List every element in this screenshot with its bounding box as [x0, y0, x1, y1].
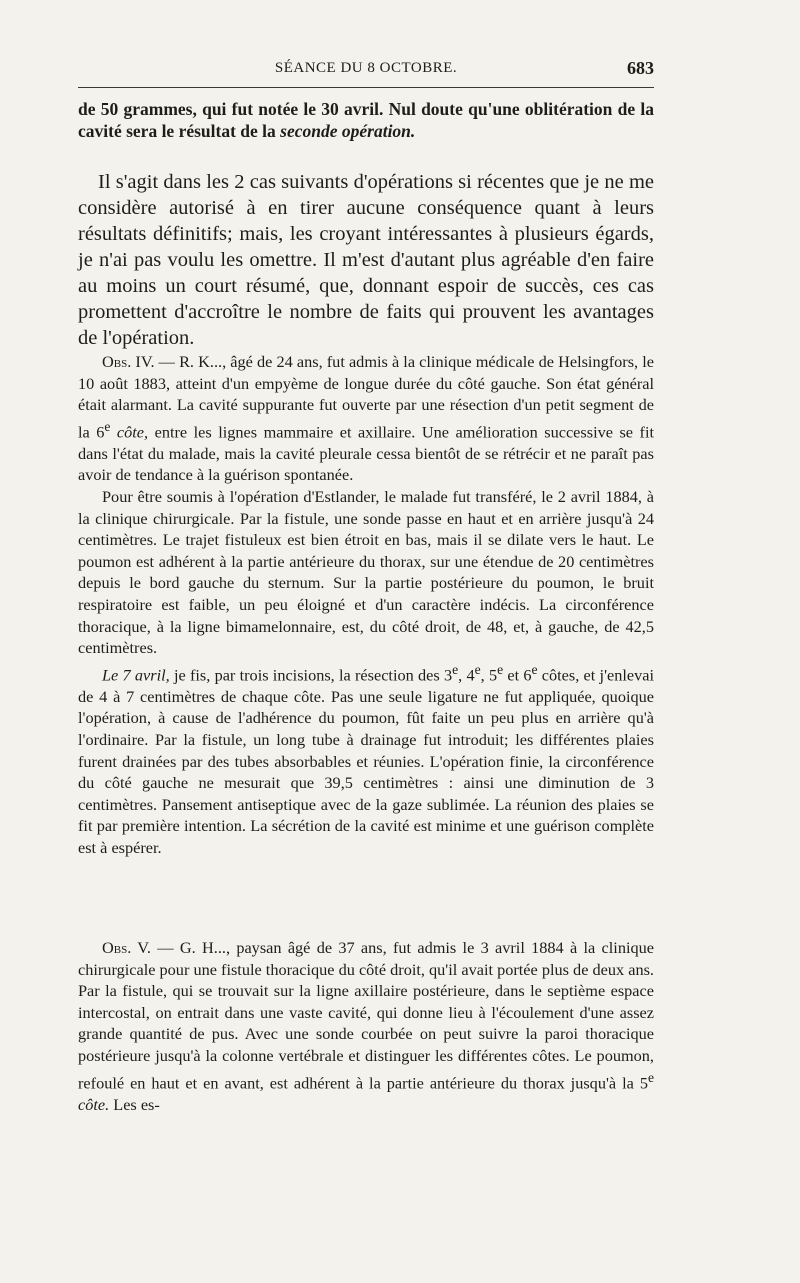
- intro-1-italic: seconde opération.: [280, 121, 416, 141]
- observation-5: [78, 937, 654, 1115]
- obs4-p1-text-b: entre les lignes mammaire et axillaire. Une amélioration successive se fit dans l'état du malade, mais la cavité pleurale cessa bientôt de se rétrécir et ne paraît pas avoir de tendance à la guérison spontanée.: [78, 422, 654, 485]
- obs4-p3-italic: Le 7 avril,: [102, 665, 170, 685]
- obs4-paragraph-1: [78, 351, 654, 486]
- obs5-paragraph-1: [78, 937, 654, 1115]
- obs5-label: Obs. V.: [102, 938, 152, 957]
- obs4-paragraph-2: Pour être soumis à l'opération d'Estlander, le malade fut transféré, le 2 avril 1884, à la clinique chirurgicale. Par la fistule, une sonde passe en haut et en arrière jusqu'à 24 centimètres. Le trajet fistuleux est bien étroit en bas, mais il se dilate vers le haut. Le poumon est adhérent à la partie antérieure du thorax, sur une étendue de 20 centimètres depuis le bord gauche du sternum. Sur la partie postérieure du poumon, le bruit respiratoire est faible, un peu éloigné et d'un caractère indécis. La circonférence thoracique, à la ligne bimamelonnaire, est, du côté droit, de 48, et, à gauche, de 42,5 centimètres.: [78, 486, 654, 658]
- intro-paragraph-1: [78, 98, 654, 142]
- obs4-p3-text-e: côtes, et j'enlevai de 4 à 7 centimètres de chaque côte. Pas une seule ligature ne fut appliquée, quoique l'opération, à cause de l'adhérence du poumon, fût faite un peu plus en arrière qu'à l'ordinaire. Par la fistule, un long tube à drainage fut introduit; les différentes plaies furent drainées par des tubes absorbables et réunies. L'opération finie, la circonférence du côté gauche ne mesurait que 39,5 centimètres : ainsi une diminution de 3 centimètres. Pansement antiseptique avec de la gaze sublimée. La réunion des plaies se fit par première intention. La sécrétion de la cavité est minime et une guérison complète est à espérer.: [78, 665, 655, 857]
- obs4-p3-text-c: , 5: [480, 665, 498, 685]
- obs4-p3-sup-4: e: [531, 661, 538, 677]
- obs4-p3-sup-3: e: [497, 661, 504, 677]
- header-rule: [78, 87, 654, 88]
- obs4-p1-italic: côte,: [116, 422, 149, 442]
- observation-4: [78, 351, 654, 859]
- intro-paragraph-2: [78, 169, 654, 351]
- obs4-p3-text-d: et 6: [503, 665, 532, 685]
- obs4-paragraph-3: [78, 659, 654, 859]
- obs4-p3-text-a: je fis, par trois incisions, la résection des 3: [169, 665, 453, 685]
- obs4-p3-sup-1: e: [452, 661, 459, 677]
- obs4-p3-sup-2: e: [474, 661, 481, 677]
- running-header: [78, 60, 654, 84]
- obs5-p1-italic: côte.: [78, 1094, 110, 1114]
- obs4-p1-sup: e: [104, 418, 111, 434]
- obs4-p1-text-a: — R. K..., âgé de 24 ans, fut admis à la clinique médicale de Helsingfors, le 10 août 1883, atteint d'un empyème de longue durée du côté gauche. Son état général était alarmant. La cavité suppurante fut ouverte par une résection d'un petit segment de la 6: [78, 352, 654, 442]
- running-title: SÉANCE DU 8 OCTOBRE.: [274, 60, 458, 76]
- obs4-p3-text-b: , 4: [458, 665, 475, 685]
- intro-2-text: Il s'agit dans les 2 cas suivants d'opérations si récentes que je ne me considère autorisé à en tirer aucune conséquence quant à leurs résultats définitifs; mais, les croyant intéressantes à plusieurs égards, je n'ai pas voulu les omettre. Il m'est d'autant plus agréable d'en faire au moins un court résumé, que, donnant espoir de succès, ces cas promettent d'accroître le nombre de faits qui prouvent les avantages de l'opération.: [78, 171, 654, 349]
- obs5-p1-end: Les es-: [109, 1094, 160, 1114]
- intro-1-text: de 50 grammes, qui fut notée le 30 avril. Nul doute qu'une oblitération de la cavité sera le résultat de la: [78, 99, 654, 141]
- obs4-label: Obs. IV.: [102, 352, 155, 371]
- obs5-p1-text: — G. H..., paysan âgé de 37 ans, fut admis le 3 avril 1884 à la clinique chirurgicale pour une fistule thoracique du côté droit, qu'il avait portée plus de deux ans. Par la fistule, qui se trouvait sur la ligne axillaire postérieure, dans le septième espace intercostal, on entrait dans une vaste cavité, qui donne lieu à l'écoulement d'une assez grande quantité de pus. Avec une sonde courbée on peut suivre la paroi thoracique postérieure jusqu'à la colonne vertébrale et distinguer les différentes côtes. Le poumon, refoulé en haut et en avant, est adhérent à la partie antérieure du thorax jusqu'à la 5: [78, 938, 654, 1092]
- page-number: 683: [627, 58, 654, 78]
- obs5-p1-sup: e: [647, 1069, 654, 1085]
